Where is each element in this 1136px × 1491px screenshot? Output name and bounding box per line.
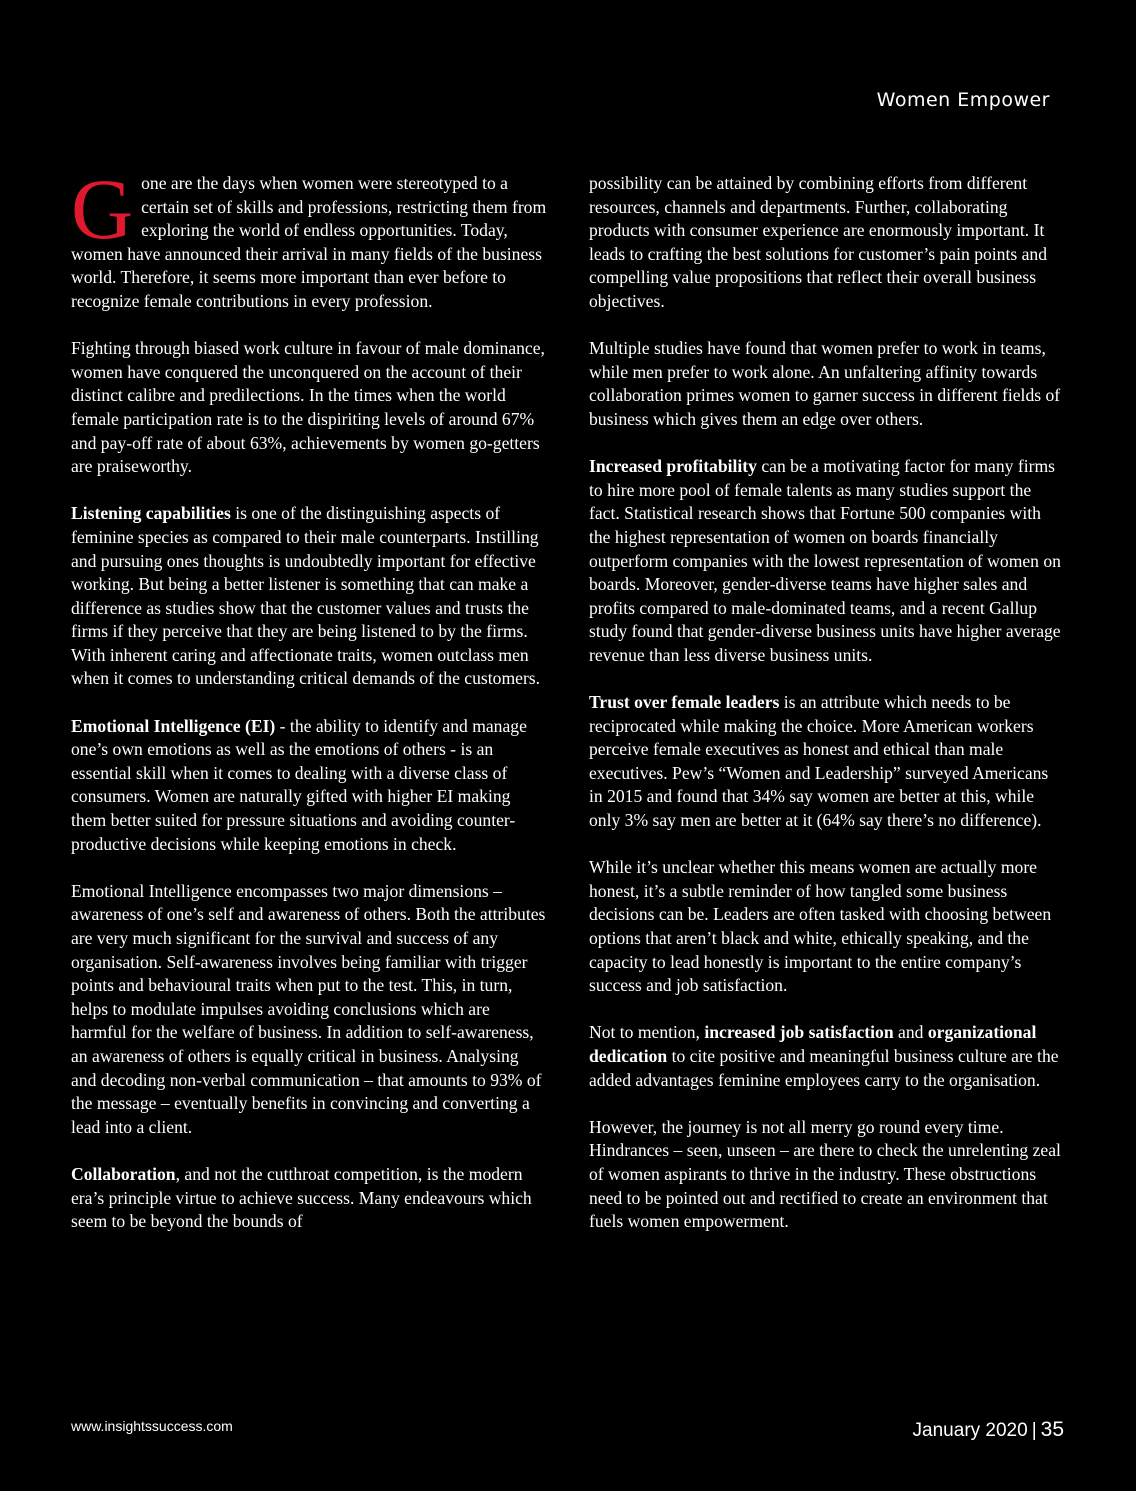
trust-female-leaders-text: is an attribute which needs to be reciprocated while making the choice. More American workers perceive female executives as honest and ethical than male executives. Pew’s “Women and Leadership” surveyed Americans in 2015 and found that 34% say women are better at this, while only 3% say men are better at it (64% say there’s no difference). <box>589 692 1049 831</box>
job-satisfaction-intro: Not to mention, <box>589 1022 705 1043</box>
intro-text: one are the days when women were stereotyped to a certain set of skills and professions, restricting them from exploring the world of endless opportunities. Today, women have announced their arrival in many fields of the business world. Therefore, it seems more important than ever before to recognize female contributions in every profession. <box>71 173 547 311</box>
term-listening-capabilities: Listening capabilities <box>71 503 231 524</box>
footer-website-url[interactable]: www.insightssuccess.com <box>71 1418 233 1434</box>
increased-profitability-text: can be a motivating factor for many firms to hire more pool of female talents as many studies support the fact. Statistical research shows that Fortune 500 companies with the highest representation of women on boards financially outperform companies with the lowest representation of women on boards. Moreover, gender-diverse teams have higher sales and profits compared to male-dominated teams, and a recent Gallup study found that gender-diverse business units have higher average revenue than less diverse business units. <box>589 456 1061 665</box>
term-emotional-intelligence: Emotional Intelligence (EI) <box>71 715 276 736</box>
paragraph-journey: However, the journey is not all merry go round every time. Hindrances – seen, unseen – are there to check the unrelenting zeal of women aspirants to thrive in the industry. These obstructions need to be pointed out and rectified to create an environment that fuels women empowerment. <box>589 1116 1061 1232</box>
term-organizational-dedication: organizational dedication <box>589 1022 1037 1066</box>
term-trust-female-leaders: Trust over female leaders <box>589 692 780 713</box>
paragraph-trust-female-leaders <box>589 691 1065 833</box>
right-column <box>589 172 1065 1257</box>
footer-date-page <box>913 1418 1064 1442</box>
drop-cap: G <box>71 161 134 257</box>
collaboration-text: , and not the cutthroat competition, is the modern era’s principle virtue to achieve success. Many endeavours which seem to be beyond the bounds of <box>71 1163 532 1232</box>
paragraph-honesty: While it’s unclear whether this means women are actually more honest, it’s a subtle reminder of how tangled some business decisions can be. Leaders are often tasked with choosing between options that aren’t black and white, ethically speaking, and the capacity to lead honestly is important to the entire company’s success and job satisfaction. <box>589 857 1052 996</box>
intro-paragraph <box>71 161 547 314</box>
footer-separator: | <box>1031 1420 1037 1441</box>
issue-date: January 2020 <box>912 1420 1028 1441</box>
paragraph-collaboration <box>71 1163 547 1234</box>
job-satisfaction-conjunction: and <box>893 1022 928 1043</box>
page-number: 35 <box>1040 1418 1064 1441</box>
paragraph-increased-profitability <box>589 455 1065 667</box>
section-title: Women Empower <box>876 89 1050 111</box>
term-collaboration: Collaboration <box>71 1163 176 1184</box>
paragraph-teamwork: Multiple studies have found that women prefer to work in teams, while men prefer to work alone. An unfaltering affinity towards collaboration primes women to garner success in different fields of business which gives them an edge over others. <box>589 338 1061 429</box>
left-column <box>71 161 547 1257</box>
paragraph-emotional-intelligence <box>71 715 547 857</box>
paragraph-female-participation: Fighting through biased work culture in favour of male dominance, women have conquered the unconquered on the account of their distinct calibre and predilections. In the times when the world female participation rate is to the dispiriting levels of around 67% and pay-off rate of about 63%, achievements by women go-getters are praiseworthy. <box>71 338 545 477</box>
emotional-intelligence-text: - the ability to identify and manage one’s own emotions as well as the emotions of others - is an essential skill when it comes to dealing with a diverse class of consumers. Women are naturally gifted with higher EI making them better suited for pressure situations and avoiding counter-productive decisions while keeping emotions in check. <box>71 715 527 854</box>
job-satisfaction-text: to cite positive and meaningful business culture are the added advantages feminine employees carry to the organisation. <box>589 1045 1059 1090</box>
paragraph-listening-capabilities <box>71 502 547 691</box>
paragraph-ei-dimensions: Emotional Intelligence encompasses two major dimensions – awareness of one’s self and awareness of others. Both the attributes are very much significant for the survival and success of any organisation. Self-awareness involves being familiar with trigger points and behavioural traits when put to the test. This, in turn, helps to modulate impulses avoiding conclusions which are harmful for the welfare of business. In addition to self-awareness, an awareness of others is equally critical in business. Analysing and decoding non-verbal communication – that amounts to 93% of the message – eventually benefits in convincing and converting a lead into a client. <box>71 880 546 1137</box>
term-increased-job-satisfaction: increased job satisfaction <box>704 1022 894 1043</box>
term-increased-profitability: Increased profitability <box>589 456 757 477</box>
paragraph-job-satisfaction <box>589 1021 1065 1092</box>
paragraph-collaboration-continued: possibility can be attained by combining efforts from different resources, channels and departments. Further, collaborating products with consumer experience are enormously important. It leads to crafting the best solutions for customer’s pain points and compelling value propositions that reflect their overall business objectives. <box>589 173 1048 311</box>
listening-capabilities-text: is one of the distinguishing aspects of feminine species as compared to their male counterparts. Instilling and pursuing ones thoughts is undoubtedly important for effective working. But being a better listener is something that can make a difference as studies show that the customer values and trusts the firms if they perceive that they are being listened to by the firms. With inherent caring and affectionate traits, women outclass men when it comes to understanding critical demands of the customers. <box>71 503 541 689</box>
